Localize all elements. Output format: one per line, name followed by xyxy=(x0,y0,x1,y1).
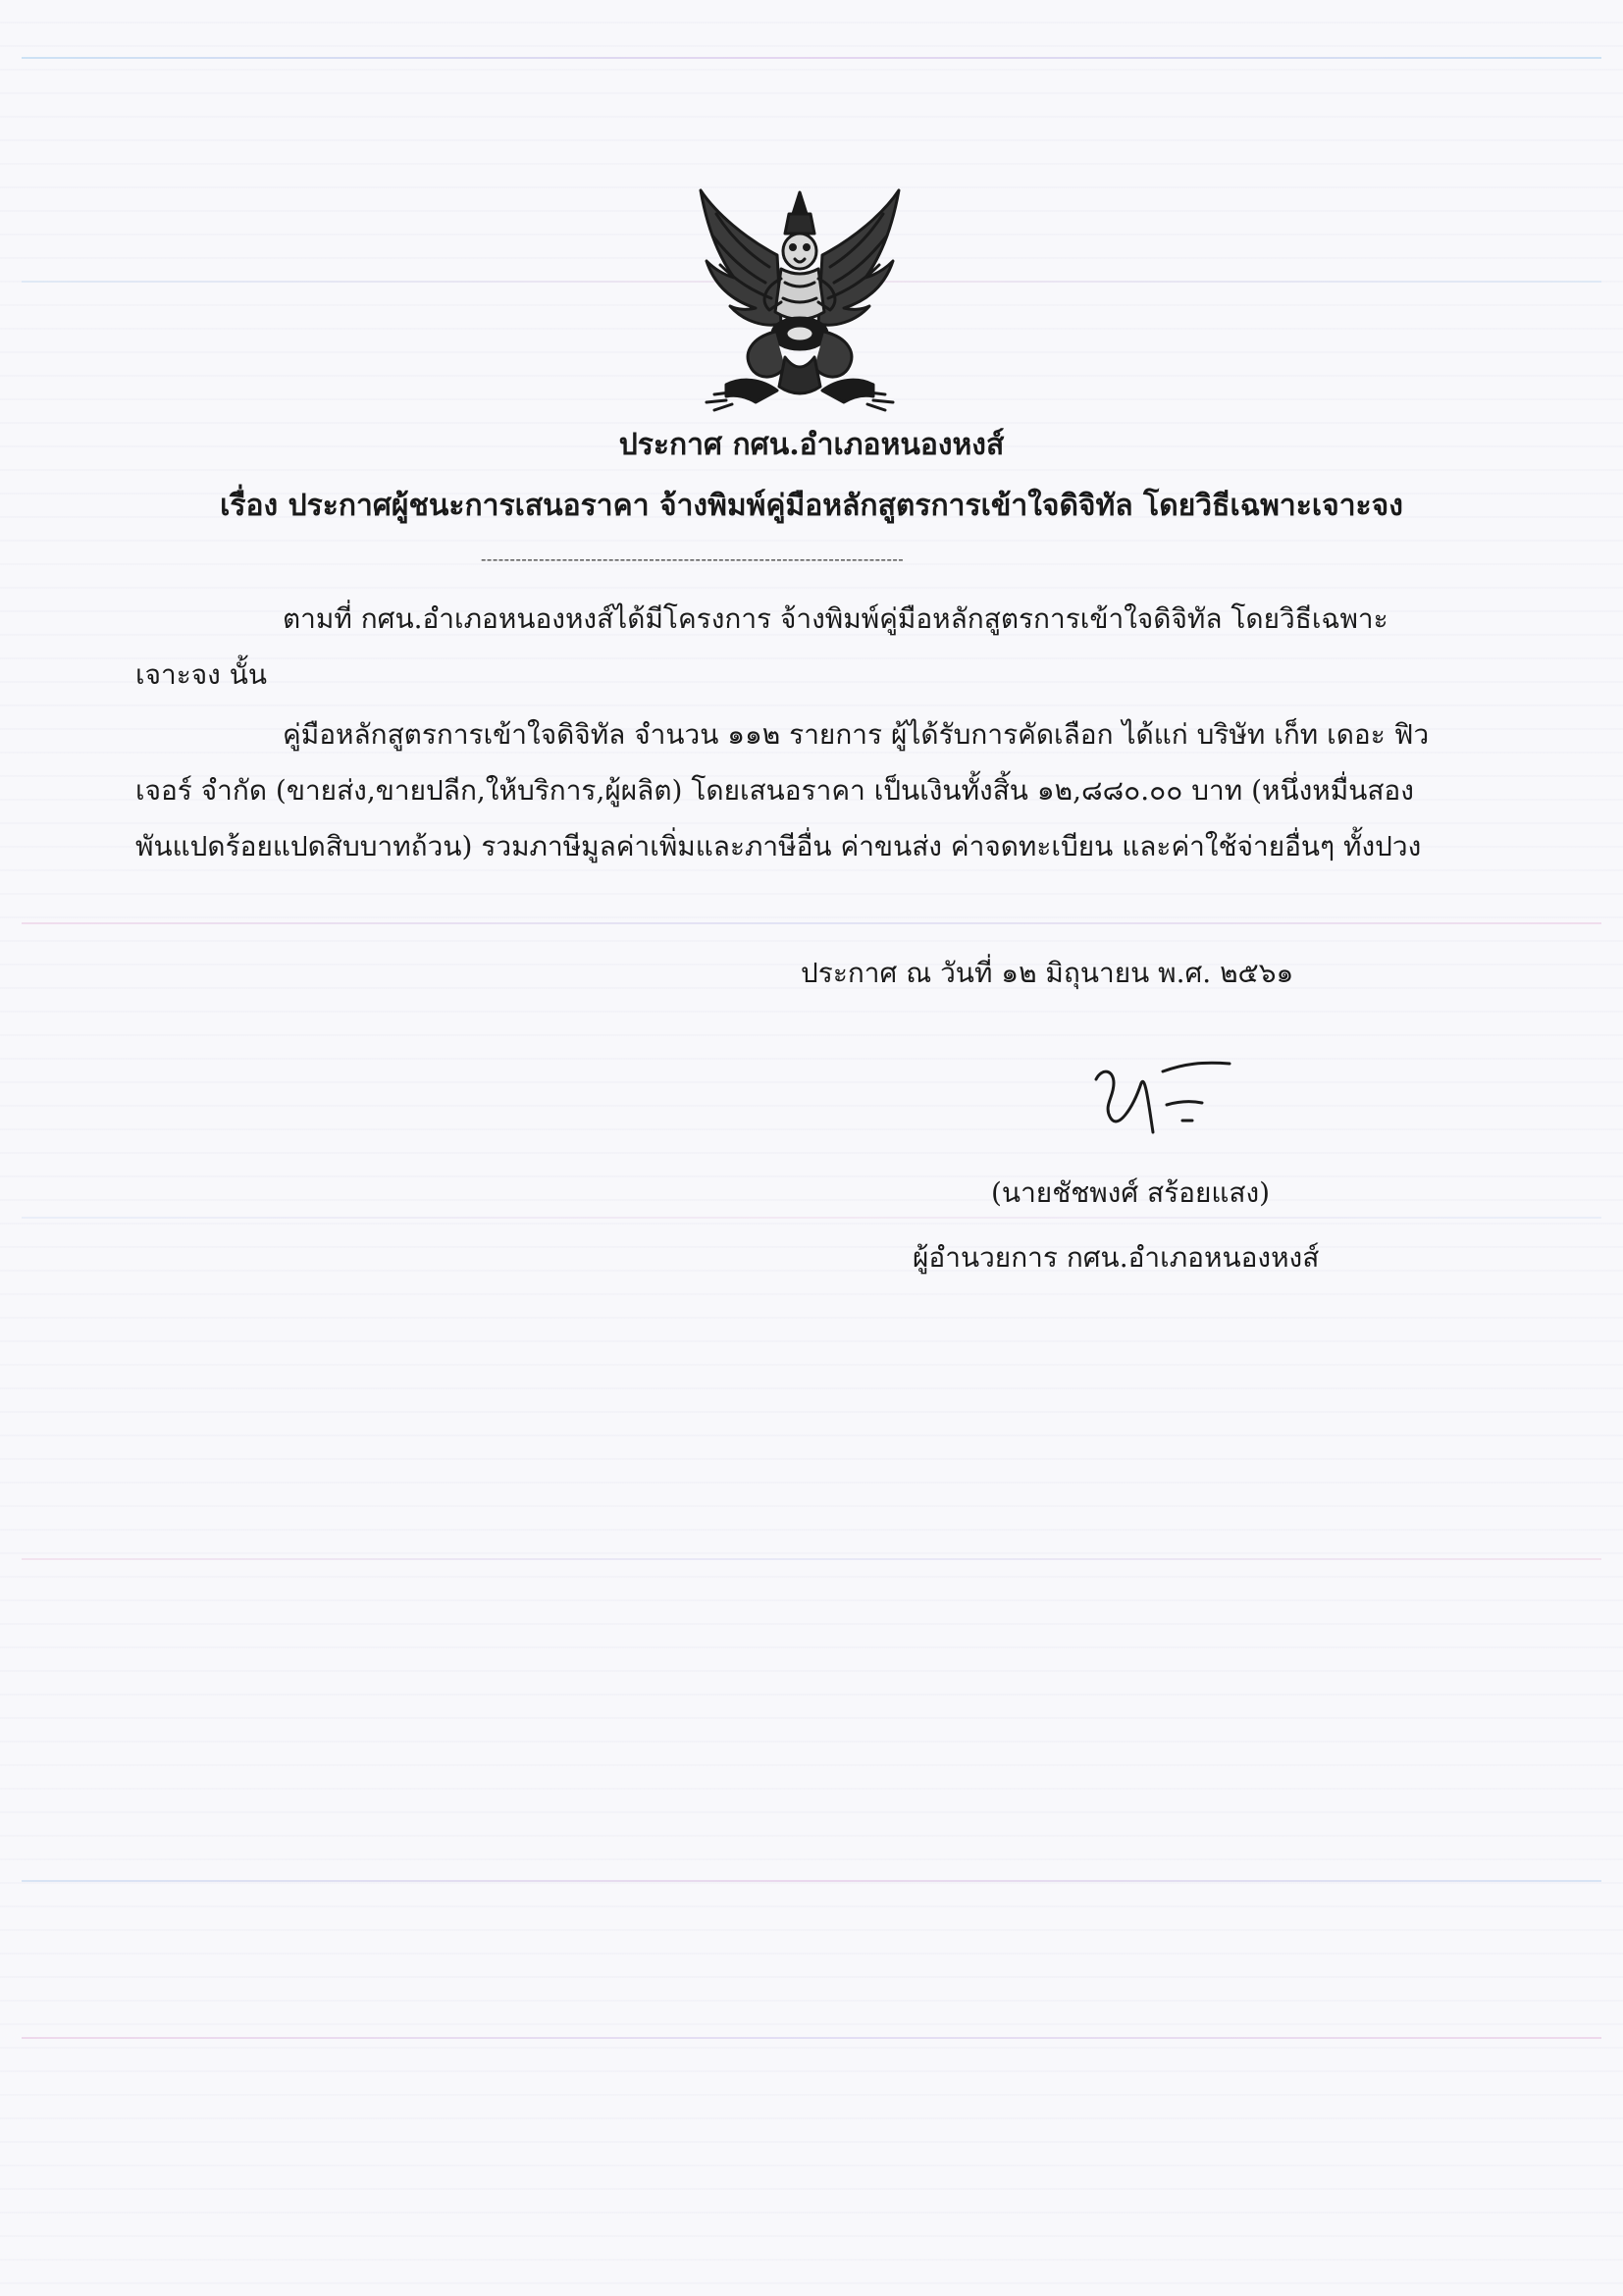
signer-position: ผู้อำนวยการ กศน.อำเภอหนองหงส์ xyxy=(913,1241,1320,1274)
scan-line xyxy=(22,922,1601,924)
announcement-subject: เรื่อง ประกาศผู้ชนะการเสนอราคา จ้างพิมพ์คู่มือหลักสูตรการเข้าใจดิจิทัล โดยวิธีเฉพาะเจาะจง xyxy=(220,489,1403,523)
separator-line: ------------------------------------------------------------------------- xyxy=(481,549,905,568)
scan-line xyxy=(22,57,1601,59)
body-paragraph-1: ตามที่ กศน.อำเภอหนองหงส์ได้มีโครงการ จ้างพิมพ์คู่มือหลักสูตรการเข้าใจดิจิทัล โดยวิธีเฉพาะเจาะจง นั้น xyxy=(135,602,1388,691)
signer-name: (นายชัชพงศ์ สร้อยแสง) xyxy=(991,1176,1271,1209)
scan-line xyxy=(22,2037,1601,2039)
announcement-date: ประกาศ ณ วันที่ ๑๒ มิถุนายน พ.ศ. ๒๕๖๑ xyxy=(801,957,1294,989)
scan-line xyxy=(22,1880,1601,1882)
garuda-emblem-icon xyxy=(687,184,913,420)
announcement-title: ประกาศ กศน.อำเภอหนองหงส์ xyxy=(618,428,1005,462)
handwritten-signature-icon xyxy=(1084,1048,1241,1156)
scan-line xyxy=(22,1558,1601,1560)
scan-line xyxy=(22,1217,1601,1219)
body-paragraph-2: คู่มือหลักสูตรการเข้าใจดิจิทัล จำนวน ๑๑๒ รายการ ผู้ได้รับการคัดเลือก ได้แก่ บริษัท เก็ท เดอะ ฟิวเจอร์ จำกัด (ขายส่ง,ขายปลีก,ให้บริการ,ผู้ผลิต) โดยเสนอราคา เป็นเงินทั้งสิ้น ๑๒,๘๘๐.๐๐ บาท (หนึ่งหมื่นสองพันแปดร้อยแปดสิบบาทถ้วน) รวมภาษีมูลค่าเพิ่มและภาษีอื่น ค่าขนส่ง ค่าจดทะเบียน และค่าใช้จ่ายอื่นๆ ทั้งปวง xyxy=(135,718,1430,862)
